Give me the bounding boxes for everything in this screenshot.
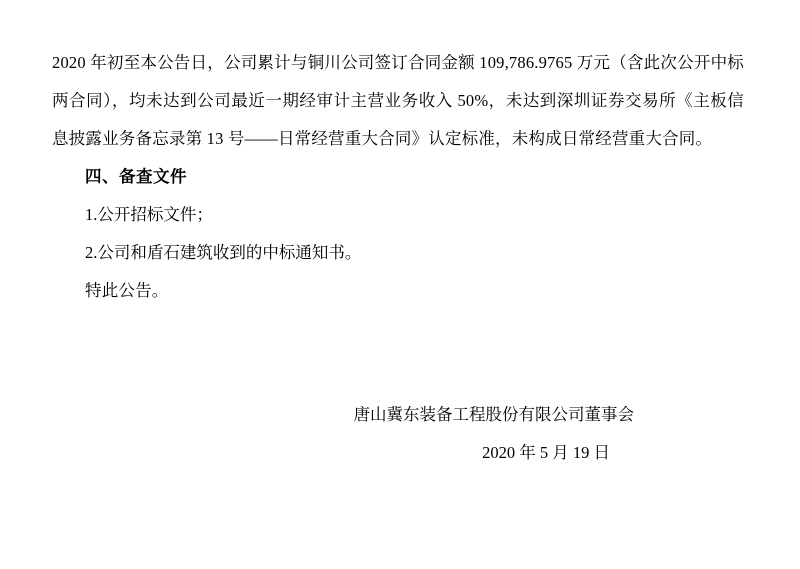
list-item: 1.公开招标文件； [85, 205, 213, 224]
body-paragraph: 2020 年初至本公告日，公司累计与铜川公司签订合同金额 109,786.9765 万元（含此次公开中标两合同），均未达到公司最近一期经审计主营业务收入 50%，未达到深圳证券交易所《主板信息披露业务备忘录第 13 号——日常经营重大合同》认定标准，未构成日常经营重大合同。 [52, 53, 744, 148]
signature-company: 唐山冀东装备工程股份有限公司董事会 [353, 405, 634, 424]
signature-spacer [52, 310, 744, 396]
signature-date: 2020 年 5 月 19 日 [482, 443, 610, 462]
list-item: 2.公司和盾石建筑收到的中标通知书。 [85, 243, 362, 262]
closing-statement: 特此公告。 [85, 281, 169, 300]
section-heading: 四、备查文件 [85, 167, 187, 186]
signature-block [52, 396, 744, 472]
